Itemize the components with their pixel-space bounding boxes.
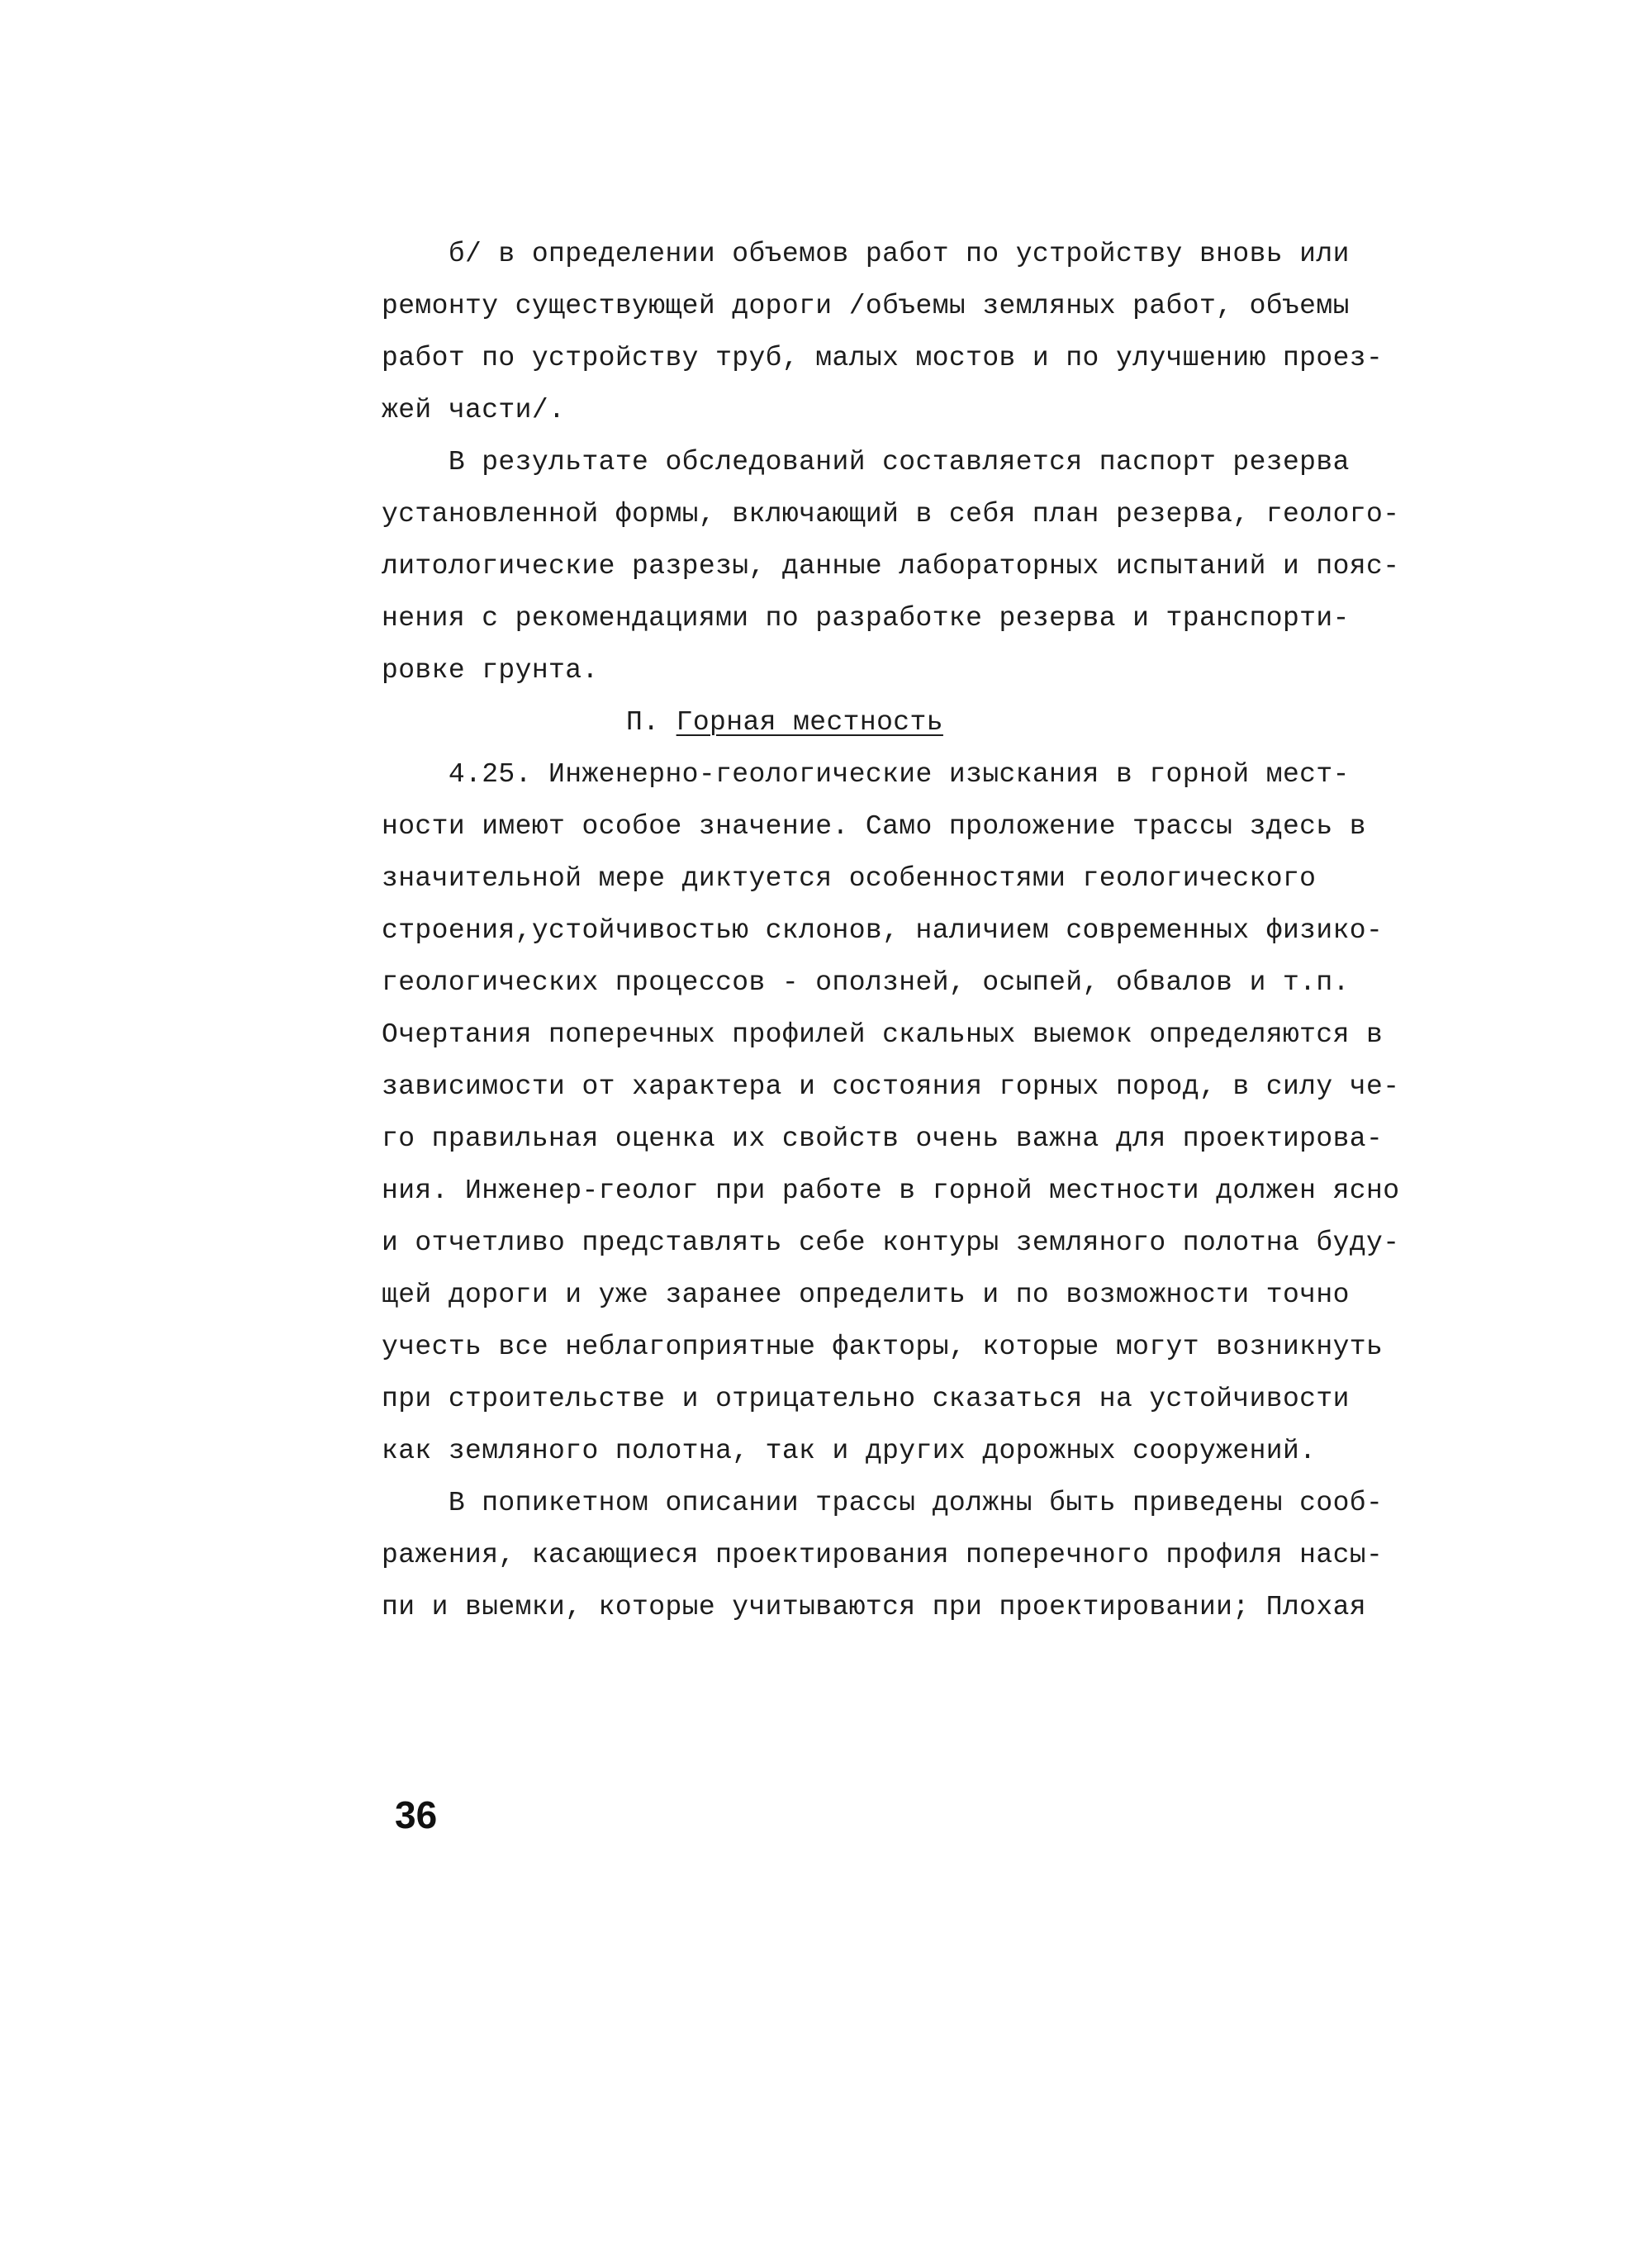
page-number: 36 xyxy=(395,1793,438,1836)
paragraph-4-25 xyxy=(382,748,1406,1477)
text-line: В попикетном описании трассы должны быть приведены сооб- xyxy=(382,1488,1384,1518)
paragraph-b xyxy=(382,228,1406,436)
text-line: щей дороги и уже заранее определить и по возможности точно xyxy=(382,1280,1350,1310)
section-number: П. xyxy=(626,707,660,738)
text-line: установленной формы, включающий в себя план резерва, геолого- xyxy=(382,499,1400,530)
text-line: зависимости от характера и состояния горных пород, в силу че- xyxy=(382,1071,1400,1102)
text-line: учесть все неблагоприятные факторы, которые могут возникнуть xyxy=(382,1332,1384,1362)
paragraph-passport xyxy=(382,436,1406,696)
text-line: работ по устройству труб, малых мостов и по улучшению проез- xyxy=(382,343,1384,373)
text-line: го правильная оценка их свойств очень важна для проектирова- xyxy=(382,1123,1384,1154)
text-line: ности имеют особое значение. Само проложение трассы здесь в xyxy=(382,811,1366,842)
text-line: Очертания поперечных профилей скальных выемок определяются в xyxy=(382,1019,1384,1050)
text-line: В результате обследований составляется паспорт резерва xyxy=(382,447,1350,477)
text-line: нения с рекомендациями по разработке резерва и транспорти- xyxy=(382,603,1350,634)
text-line: жей части/. xyxy=(382,395,566,425)
text-line: и отчетливо представлять себе контуры земляного полотна буду- xyxy=(382,1228,1400,1258)
section-heading xyxy=(382,696,1406,748)
text-line: пи и выемки, которые учитываются при проектировании; Плохая xyxy=(382,1592,1366,1622)
text-line: строения,устойчивостью склонов, наличием современных физико- xyxy=(382,915,1384,946)
text-line: 4.25. Инженерно-геологические изыскания в горной мест- xyxy=(382,759,1350,790)
text-line: геологических процессов - оползней, осыпей, обвалов и т.п. xyxy=(382,967,1350,998)
text-line: значительной мере диктуется особенностями геологического xyxy=(382,863,1317,894)
text-line: ния. Инженер-геолог при работе в горной местности должен ясно xyxy=(382,1175,1400,1206)
text-line: ровке грунта. xyxy=(382,655,599,686)
text-line: литологические разрезы, данные лабораторных испытаний и пояс- xyxy=(382,551,1400,582)
paragraph-picket xyxy=(382,1477,1406,1633)
text-line: ремонту существующей дороги /объемы земляных работ, объемы xyxy=(382,291,1350,321)
text-line: при строительстве и отрицательно сказаться на устойчивости xyxy=(382,1384,1350,1414)
text-line: ражения, касающиеся проектирования поперечного профиля насы- xyxy=(382,1540,1384,1570)
text-line: б/ в определении объемов работ по устройству вновь или xyxy=(382,239,1350,269)
section-title: Горная местность xyxy=(676,707,943,738)
body-text xyxy=(382,228,1406,1633)
text-line: как земляного полотна, так и других дорожных сооружений. xyxy=(382,1436,1317,1466)
